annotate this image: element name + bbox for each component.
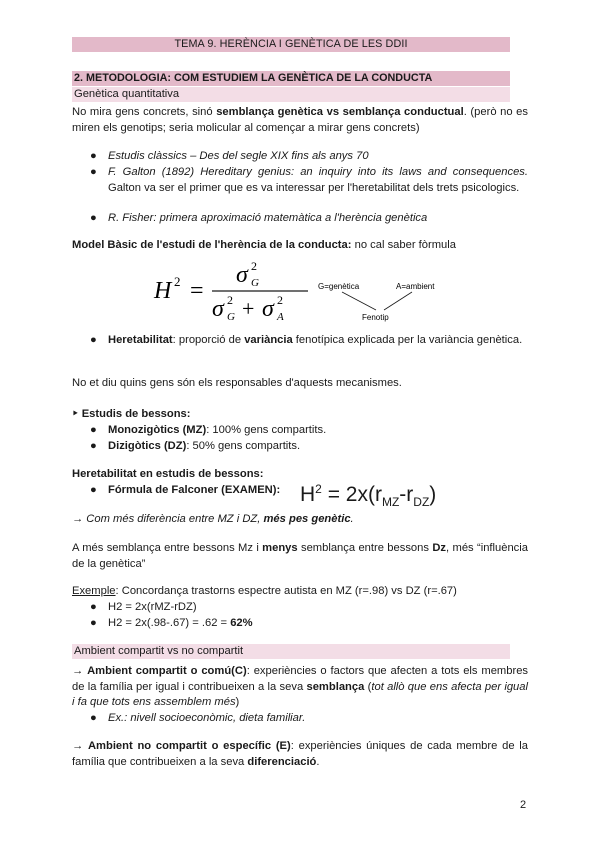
list-item: ● Fórmula de Falconer (EXAMEN): xyxy=(90,483,528,499)
diagram-label-a: A=ambient xyxy=(396,282,435,291)
nonshared-environment-paragraph: → Ambient no compartit o específic (E): experiències úniques de cada membre de la família que contribueixen a la seva diferenciació. xyxy=(72,740,529,768)
twins-heading: ‣ Estudis de bessons: xyxy=(72,408,191,420)
svg-text:H: H xyxy=(154,278,172,304)
list-item: ● Monozigòtics (MZ): 100% gens compartits. xyxy=(90,423,528,439)
example-text: Exemple: Concordança trastorns espectre autista en MZ (r=.98) vs DZ (r=.67) xyxy=(72,585,457,597)
page-number: 2 xyxy=(520,799,527,811)
heritability-formula xyxy=(150,258,310,328)
section-title: 2. METODOLOGIA: COM ESTUDIEM LA GENÈTICA DE LA CONDUCTA xyxy=(72,71,510,86)
diagram-label-f: Fenotip xyxy=(362,313,389,322)
svg-text:2: 2 xyxy=(174,274,181,289)
svg-text:A: A xyxy=(277,311,284,323)
list-item: ● F. Galton (1892) Hereditary genius: an inquiry into its laws and consequences. Galton va ser el primer que es va interessar per l'heretabilitat dels trets psicologics. xyxy=(90,166,528,194)
bullet-icon: ● xyxy=(90,712,97,724)
svg-text:=: = xyxy=(190,278,204,304)
bullet-icon: ● xyxy=(90,212,97,224)
model-heading: Model Bàsic de l'estudi de l'herència de la conducta: no cal saber fòrmula xyxy=(72,239,456,251)
intro-paragraph: No mira gens concrets, sinó semblança genètica vs semblança conductual. (però no es miren els genotips; seria molicular al començar a mirar gens concrets) xyxy=(72,106,528,134)
svg-text:+: + xyxy=(242,296,255,321)
svg-text:G: G xyxy=(227,311,235,323)
bullet-icon: ● xyxy=(90,166,97,178)
bullet-icon: ● xyxy=(90,150,97,162)
list-item: ● H2 = 2x(.98-.67) = .62 = 62% xyxy=(90,616,528,632)
bullet-icon: ● xyxy=(90,334,97,346)
section-subtitle: Genètica quantitativa xyxy=(72,87,510,102)
shared-environment-paragraph: → Ambient compartit o comú(C): experiències o factors que afecten a tots els membres de la família per igual i contribueixen a la seva semblança (tot allò que ens afecta per igual i fa que tots ens assemblem més) xyxy=(72,665,529,708)
falconer-heading: Heretabilitat en estudis de bessons: xyxy=(72,468,264,480)
svg-text:2: 2 xyxy=(227,293,233,307)
falconer-formula: $H^2 = 2x(r_{MZ}-r_{DZ})$ xyxy=(300,482,437,510)
bullet-icon: ● xyxy=(90,484,97,496)
galton-note: Galton va ser el primer que es va interessar per l'heretabilitat dels trets psicologics. xyxy=(108,181,520,194)
list-item: ● R. Fisher: primera aproximació matemàtica a l'herència genètica xyxy=(90,211,528,227)
twin-similarity-note: A més semblança entre bessons Mz i menys semblança entre bessons Dz, més “influència de la genètica” xyxy=(72,542,528,570)
no-genes-text: No et diu quins gens són els responsables d'aquests mecanismes. xyxy=(72,377,402,389)
list-item: ● Heretabilitat: proporció de variància fenotípica explicada per la variància genètica. xyxy=(90,333,528,349)
list-item: ● H2 = 2x(rMZ-rDZ) xyxy=(90,600,528,616)
diagram-label-g: G=genètica xyxy=(318,282,360,291)
environment-subtitle: Ambient compartit vs no compartit xyxy=(72,644,510,659)
genotype-environment-diagram xyxy=(316,280,456,324)
svg-text:2: 2 xyxy=(277,293,283,307)
svg-text:σ: σ xyxy=(262,296,274,322)
list-item: ● Ex.: nivell socioeconòmic, dieta familiar. xyxy=(90,711,528,727)
bullet-icon: ● xyxy=(90,424,97,436)
bullet-icon: ● xyxy=(90,440,97,452)
list-item: ● Estudis clàssics – Des del segle XIX fins als anys 70 xyxy=(90,149,528,165)
bullet-icon: ● xyxy=(90,617,97,629)
bullet-icon: ● xyxy=(90,601,97,613)
svg-text:G: G xyxy=(251,277,259,289)
genetic-weight-note: → Com més diferència entre MZ i DZ, més pes genètic. xyxy=(72,513,354,525)
svg-text:σ: σ xyxy=(236,262,248,288)
list-item: ● Dizigòtics (DZ): 50% gens compartits. xyxy=(90,439,528,455)
svg-text:2: 2 xyxy=(251,259,257,273)
page-header-title: TEMA 9. HERÈNCIA I GENÈTICA DE LES DDII xyxy=(72,37,510,52)
svg-text:σ: σ xyxy=(212,296,224,322)
